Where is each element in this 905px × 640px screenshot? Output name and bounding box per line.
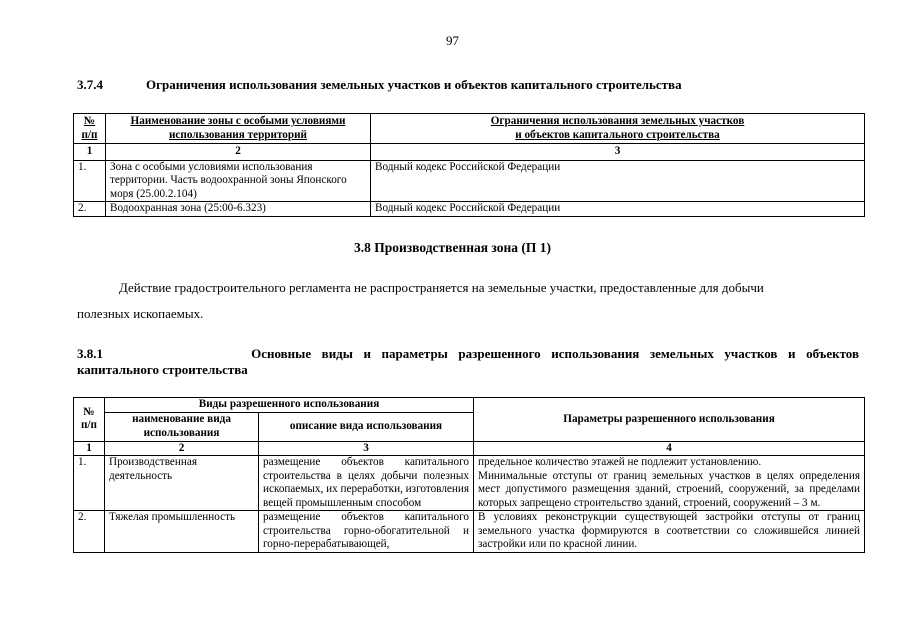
parameter-line: предельное количество этажей не подлежит установлению. (478, 456, 762, 468)
index-cell: 4 (474, 441, 865, 456)
paragraph-line-1: Действие градостроительного регламента не распространяется на земельные участки, предоставленные для добычи (119, 280, 764, 295)
section-title: Ограничения использования земельных участков и объектов капитального строительства (146, 77, 682, 92)
header-line: № (83, 405, 95, 418)
zone-name-cell: Водоохранная зона (25:00-6.323) (106, 202, 371, 217)
restrictions-table (73, 113, 865, 217)
use-description-cell: размещение объектов капитального строительства в целях добычи полезных ископаемых, их переработки, изготовления вещей промышленным способом (259, 456, 474, 511)
index-cell: 3 (259, 441, 474, 456)
subsection-number: 3.8.1 (77, 346, 103, 361)
index-cell: 1 (74, 441, 105, 456)
header-line: Наименование зоны с особыми условиями (130, 115, 346, 127)
table-row (74, 511, 865, 553)
table-row (74, 456, 865, 511)
zone-name-cell: Зона с особыми условиями использования территории. Часть водоохранной зоны Японского моря (25.00.2.104) (106, 160, 371, 202)
table-index-row (74, 441, 865, 456)
header-zone-name (106, 114, 371, 144)
header-use-types: Виды разрешенного использования (105, 398, 474, 413)
table-row (74, 202, 865, 217)
use-name-cell: Производственная деятельность (105, 456, 259, 511)
index-cell: 2 (106, 144, 371, 161)
row-number: 1. (74, 456, 105, 511)
header-line: № (83, 115, 96, 127)
header-restrictions (371, 114, 865, 144)
parameters-cell (474, 456, 865, 511)
row-number: 2. (74, 202, 106, 217)
parameters-cell: В условиях реконструкции существующей застройки отступы от границ земельного участка формируются в соответствии со сложившейся линией застройки или по красной линии. (474, 511, 865, 553)
header-line: Ограничения использования земельных участков (490, 115, 745, 127)
header-number (74, 114, 106, 144)
header-line: и объектов капитального строительства (515, 128, 720, 141)
zone-heading: 3.8 Производственная зона (П 1) (353, 240, 552, 255)
header-use-description: описание вида использования (259, 412, 474, 441)
subsection-title: Основные виды и параметры разрешенного использования земельных участков и объектов (251, 346, 860, 361)
subsection-title-continued: капитального строительства (77, 362, 248, 377)
use-name-cell: Тяжелая промышленность (105, 511, 259, 553)
header-number (74, 398, 105, 442)
use-description-cell: размещение объектов капитального строительства горно-обогатительной и горно-перерабатывающей, (259, 511, 474, 553)
header-parameters: Параметры разрешенного использования (474, 398, 865, 442)
index-cell: 1 (74, 144, 106, 161)
restriction-cell: Водный кодекс Российской Федерации (371, 202, 865, 217)
header-use-name: наименование вида использования (105, 412, 259, 441)
header-line: п/п (81, 128, 98, 141)
index-cell: 2 (105, 441, 259, 456)
section-number: 3.7.4 (77, 77, 103, 92)
index-cell: 3 (371, 144, 865, 161)
table-index-row (74, 144, 865, 161)
header-line: использования территорий (168, 128, 308, 141)
paragraph-line-2: полезных ископаемых. (77, 306, 204, 321)
row-number: 2. (74, 511, 105, 553)
table-header-row (74, 114, 865, 144)
table-header-row (74, 398, 865, 413)
header-line: п/п (80, 419, 97, 432)
restriction-cell: Водный кодекс Российской Федерации (371, 160, 865, 202)
permitted-use-table (73, 397, 865, 553)
page-number: 97 (446, 33, 459, 48)
table-row (74, 160, 865, 202)
parameter-line: Минимальные отступы от границ земельных участков в целях определения мест допустимого размещения зданий, строений, сооружений, за пределами которых запрещено строительство зданий, строений, сооружений – 3 м. (478, 469, 860, 509)
row-number: 1. (74, 160, 106, 202)
subsection-heading (77, 346, 859, 362)
